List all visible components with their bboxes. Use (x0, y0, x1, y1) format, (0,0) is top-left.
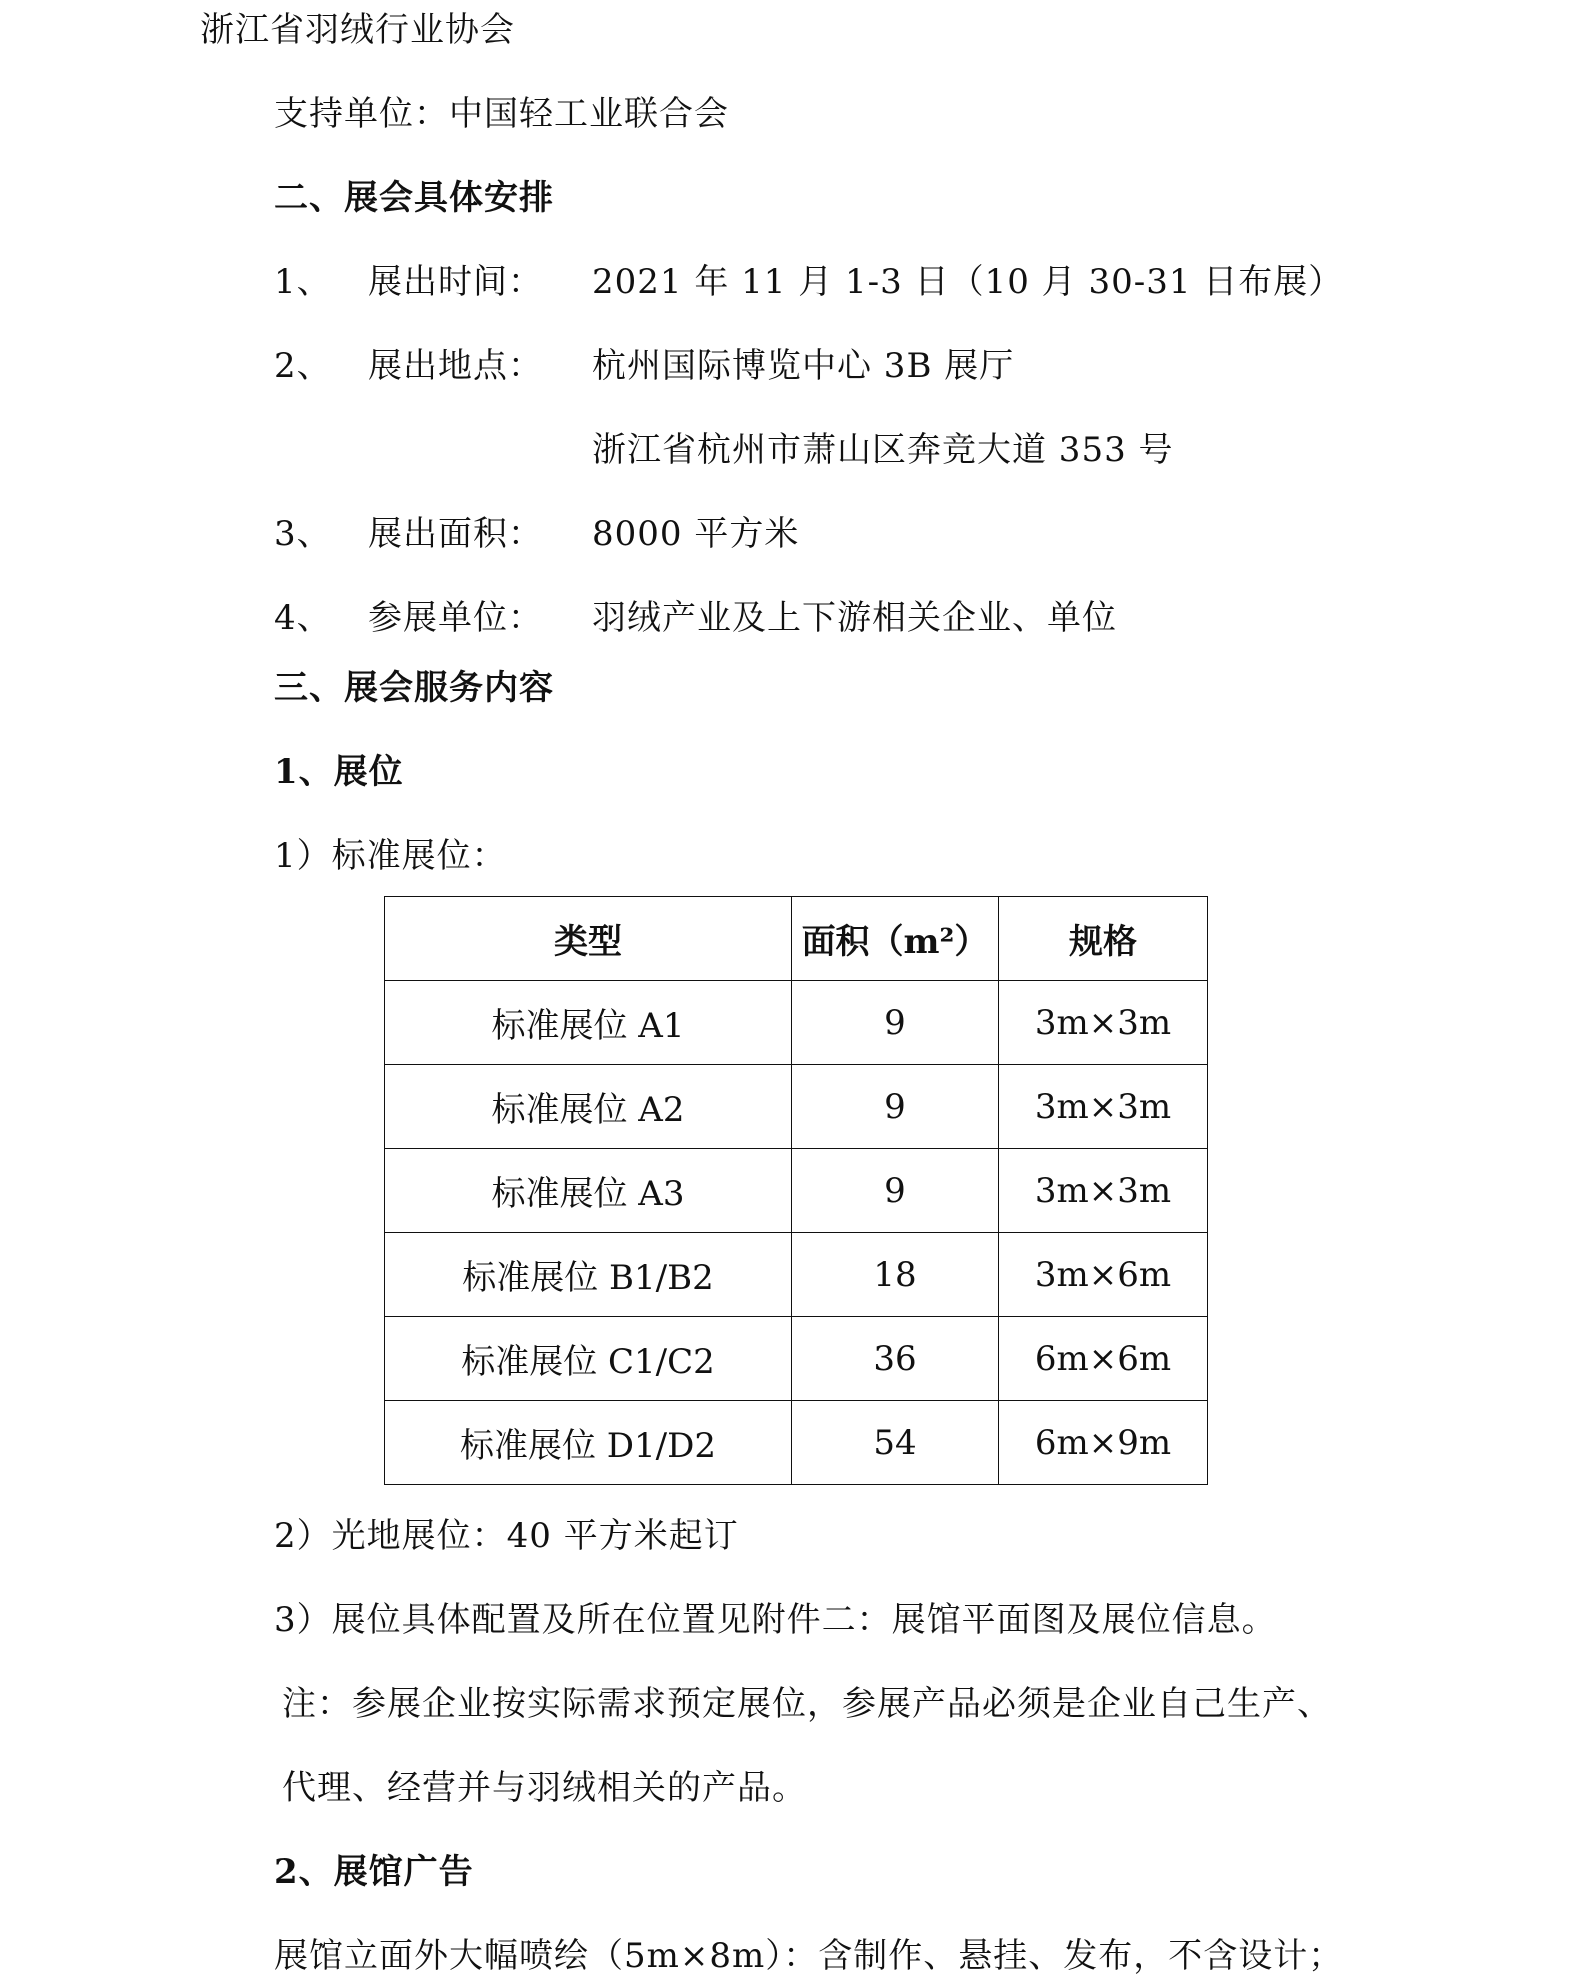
cell-spec: 6m×6m (999, 1317, 1208, 1401)
header-area: 面积（m²） (792, 897, 999, 981)
item-number: 1、 (274, 262, 332, 302)
note-line-2: 代理、经营并与羽绒相关的产品。 (282, 1768, 807, 1808)
cell-spec: 6m×9m (999, 1401, 1208, 1485)
table-row (385, 1317, 1208, 1401)
item-number: 2、 (274, 346, 332, 386)
standard-booth-label: 1）标准展位： (274, 836, 507, 876)
subheading-booth: 1、展位 (274, 752, 404, 792)
cell-area: 9 (792, 1065, 999, 1149)
note-line-1: 注：参展企业按实际需求预定展位，参展产品必须是企业自己生产、 (282, 1684, 1332, 1724)
cell-area: 54 (792, 1401, 999, 1485)
cell-area: 9 (792, 1149, 999, 1233)
cell-area: 18 (792, 1233, 999, 1317)
cell-spec: 3m×6m (999, 1233, 1208, 1317)
subheading-hall-ads: 2、展馆广告 (274, 1852, 474, 1892)
item-number: 4、 (274, 598, 332, 638)
booth-config-line: 3）展位具体配置及所在位置见附件二：展馆平面图及展位信息。 (274, 1600, 1277, 1640)
item-value: 2021 年 11 月 1-3 日（10 月 30-31 日布展） (592, 262, 1344, 302)
cell-type: 标准展位 A1 (385, 981, 792, 1065)
item-value-address: 浙江省杭州市萧山区奔竞大道 353 号 (592, 430, 1174, 470)
section-heading-services: 三、展会服务内容 (274, 668, 554, 708)
item-number: 3、 (274, 514, 332, 554)
cell-spec: 3m×3m (999, 981, 1208, 1065)
cell-area: 9 (792, 981, 999, 1065)
table-row (385, 1233, 1208, 1317)
item-value: 羽绒产业及上下游相关企业、单位 (592, 598, 1117, 638)
item-label: 展出地点： (368, 346, 543, 386)
table-row (385, 1065, 1208, 1149)
cell-type: 标准展位 D1/D2 (385, 1401, 792, 1485)
item-label: 展出时间： (368, 262, 543, 302)
item-value: 杭州国际博览中心 3B 展厅 (592, 346, 1015, 386)
header-spec: 规格 (999, 897, 1208, 981)
table-row (385, 1149, 1208, 1233)
header-type: 类型 (385, 897, 792, 981)
cell-spec: 3m×3m (999, 1149, 1208, 1233)
ad-line: 展馆立面外大幅喷绘（5m×8m）：含制作、悬挂、发布，不含设计； (274, 1936, 1344, 1976)
support-unit-line: 支持单位：中国轻工业联合会 (274, 94, 729, 134)
item-value: 8000 平方米 (592, 514, 800, 554)
section-heading-arrangement: 二、展会具体安排 (274, 178, 554, 218)
cell-type: 标准展位 B1/B2 (385, 1233, 792, 1317)
cell-type: 标准展位 A2 (385, 1065, 792, 1149)
organizer-line: 浙江省羽绒行业协会 (200, 10, 515, 50)
item-label: 参展单位： (368, 598, 543, 638)
booth-table (384, 896, 1208, 1485)
cell-type: 标准展位 C1/C2 (385, 1317, 792, 1401)
table-row (385, 981, 1208, 1065)
cell-spec: 3m×3m (999, 1065, 1208, 1149)
item-label: 展出面积： (368, 514, 543, 554)
raw-space-line: 2）光地展位：40 平方米起订 (274, 1516, 739, 1556)
cell-type: 标准展位 A3 (385, 1149, 792, 1233)
cell-area: 36 (792, 1317, 999, 1401)
table-row (385, 1401, 1208, 1485)
table-header-row (385, 897, 1208, 981)
